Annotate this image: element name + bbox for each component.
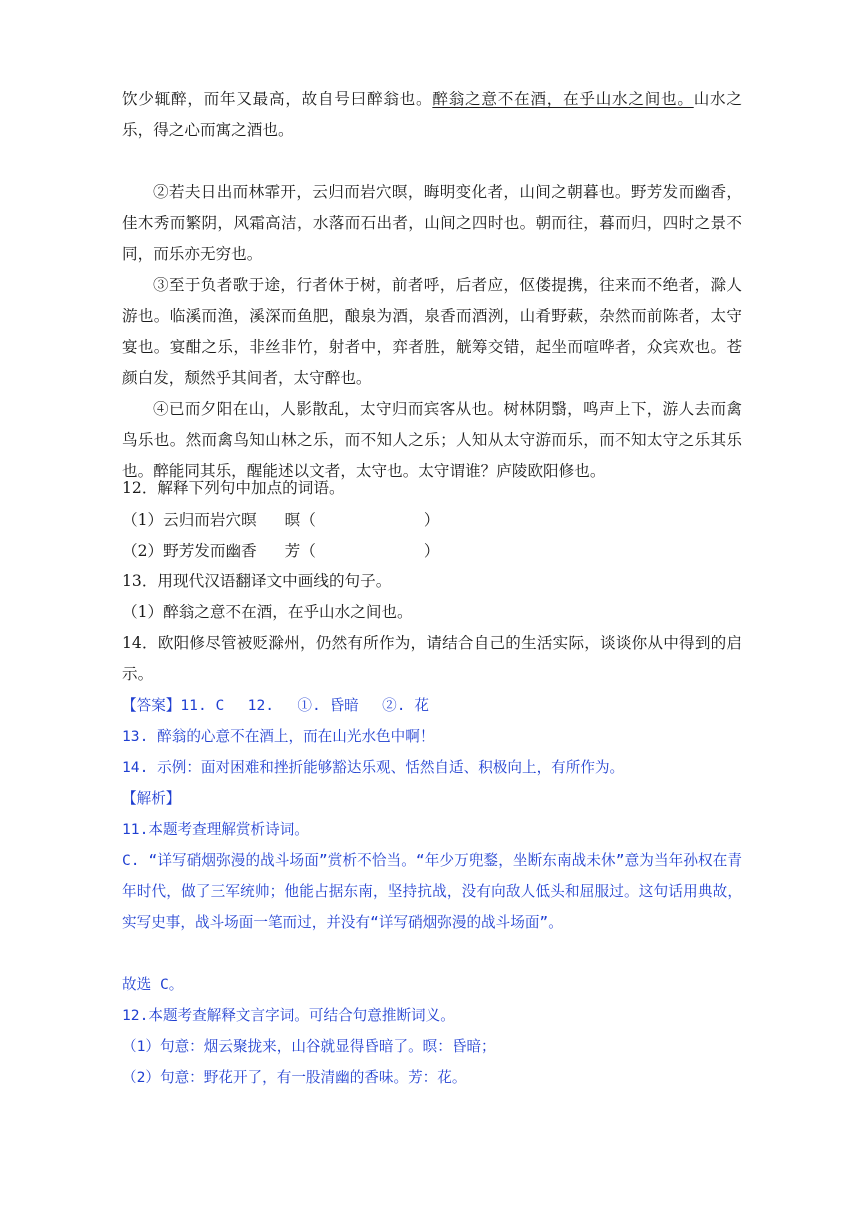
answer-13: 13. 醉翁的心意不在酒上，而在山光水色中啊！ xyxy=(122,728,435,745)
explanation-11-body: C. “详写硝烟弥漫的战斗场面”赏析不恰当。“年少万兜鍪，坐断东南战未休”意为当年孙权在青年时代，做了三军统帅；他能占据东南，坚持抗战，没有向敌人低头和屈服过。这句话用典故，实写史事，战斗场面一笔而过，并没有“详写硝烟弥漫的战斗场面”。 xyxy=(122,852,742,931)
answer-line: 【答案】11. C 12. ①. 昏暗 ②. 花 xyxy=(122,697,429,714)
question-sentence: （1）云归而岩穴暝 xyxy=(122,511,257,529)
explanation-11-conclusion: 故选 C。 xyxy=(122,976,184,993)
question-12-item-1 xyxy=(122,505,742,536)
passage-paragraph-4: ④已而夕阳在山，人影散乱，太守归而宾客从也。树林阴翳，鸣声上下，游人去而禽鸟乐也。然而禽鸟知山林之乐，而不知人之乐；人知从太守游而乐，而不知太守之乐其乐也。醉能同其乐，醒能述以文者，太守也。太守谓谁？庐陵欧阳修也。 xyxy=(122,400,742,480)
bracket-close: ） xyxy=(423,511,440,529)
underlined-sentence: 醉翁之意不在酒，在乎山水之间也。 xyxy=(432,90,694,108)
question-12-title: 12．解释下列句中加点的词语。 xyxy=(122,479,345,497)
passage-paragraph-2: ②若夫日出而林霏开，云归而岩穴暝，晦明变化者，山间之朝暮也。野芳发而幽香，佳木秀而繁阴，风霜高洁，水落而石出者，山间之四时也。朝而往，暮而归，四时之景不同，而乐亦无穷也。 xyxy=(122,183,742,263)
explanation-11-title: 11.本题考查理解赏析诗词。 xyxy=(122,821,309,838)
bracket-close: ） xyxy=(423,542,440,560)
question-14: 14．欧阳修尽管被贬滁州，仍然有所作为，请结合自己的生活实际，谈谈你从中得到的启示。 xyxy=(122,634,742,683)
question-sentence: （2）野芳发而幽香 xyxy=(122,542,257,560)
answer-14: 14. 示例：面对困难和挫折能够豁达乐观、恬然自适、积极向上，有所作为。 xyxy=(122,759,625,776)
explanation-12-item-2: （2）句意：野花开了，有一股清幽的香味。芳：花。 xyxy=(122,1069,467,1086)
passage-text: 饮少辄醉，而年又最高，故自号曰醉翁也。 xyxy=(122,90,433,108)
analysis-heading: 【解析】 xyxy=(122,790,181,807)
explanation-12-item-1: （1）句意：烟云聚拢来，山谷就显得昏暗了。暝：昏暗； xyxy=(122,1038,496,1055)
passage-paragraph-3: ③至于负者歌于途，行者休于树，前者呼，后者应，伛偻提携，往来而不绝者，滁人游也。临溪而渔，溪深而鱼肥，酿泉为酒，泉香而酒洌，山肴野蔌，杂然而前陈者，太守宴也。宴酣之乐，非丝非竹，射者中，弈者胜，觥筹交错，起坐而喧哗者，众宾欢也。苍颜白发，颓然乎其间者，太守醉也。 xyxy=(122,276,742,387)
question-13-title: 13．用现代汉语翻译文中画线的句子。 xyxy=(122,572,392,590)
question-word: 芳（ xyxy=(284,542,316,560)
explanation-12-title: 12.本题考查解释文言字词。可结合句意推断词义。 xyxy=(122,1007,455,1024)
passage-text: 山水之乐，得之心而寓之酒也。 xyxy=(122,90,742,139)
question-12-item-2 xyxy=(122,536,742,567)
passage-paragraph-1 xyxy=(122,84,742,146)
question-13-item-1: （1）醉翁之意不在酒，在乎山水之间也。 xyxy=(122,603,413,621)
question-word: 暝（ xyxy=(284,511,316,529)
